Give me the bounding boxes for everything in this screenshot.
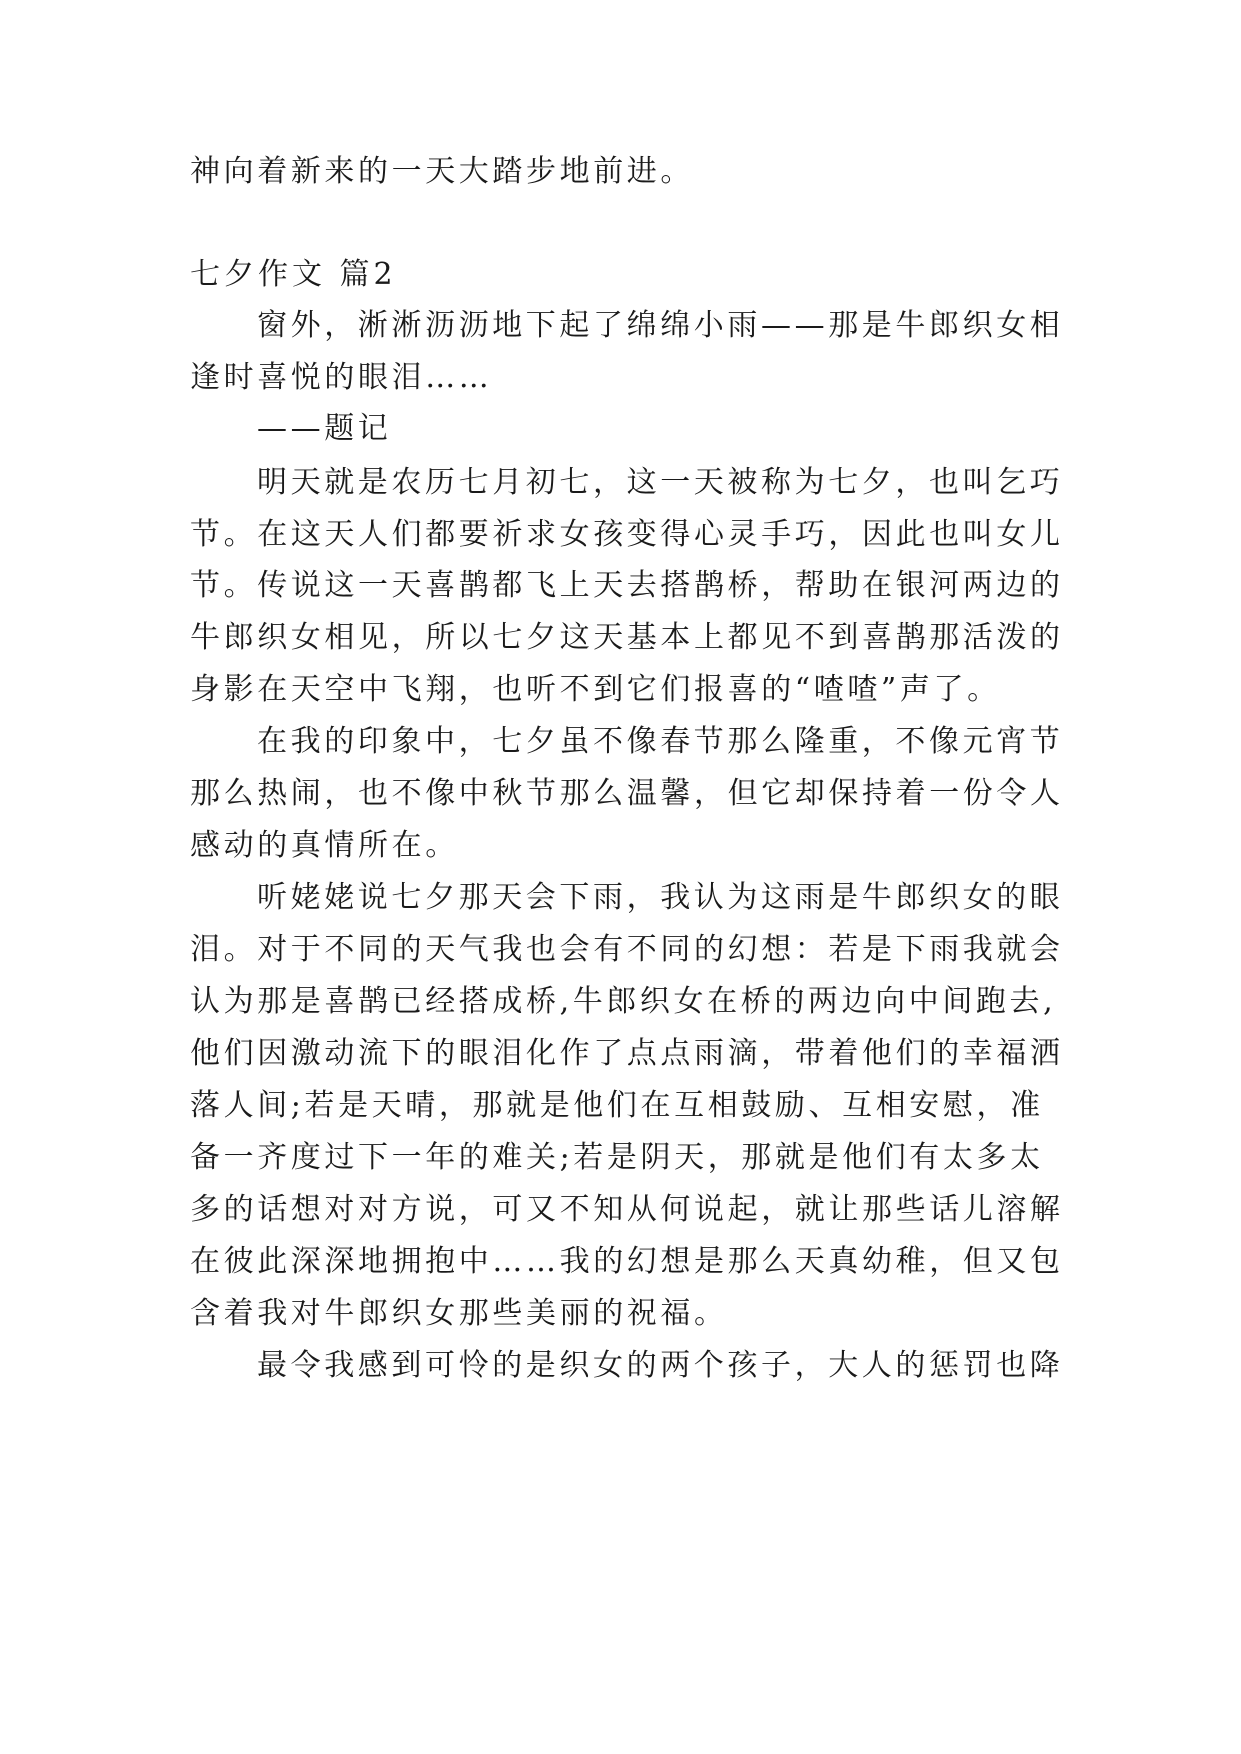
text-line: 神向着新来的一天大踏步地前进。 [190, 154, 694, 189]
text-line: 备一齐度过下一年的难关;若是阴天，那就是他们有太多太 [190, 1140, 1044, 1175]
text-line: 认为那是喜鹊已经搭成桥,牛郎织女在桥的两边向中间跑去, [190, 984, 1057, 1019]
text-line: 听姥姥说七夕那天会下雨，我认为这雨是牛郎织女的眼 [257, 880, 1064, 915]
text-line: 多的话想对对方说，可又不知从何说起，就让那些话儿溶解 [190, 1192, 1064, 1227]
text-line: 明天就是农历七月初七，这一天被称为七夕，也叫乞巧 [257, 465, 1064, 500]
text-line: 落人间;若是天晴，那就是他们在互相鼓励、互相安慰，准 [190, 1088, 1044, 1123]
text-line: 逢时喜悦的眼泪…… [190, 360, 493, 395]
text-line: 那么热闹，也不像中秋节那么温馨，但它却保持着一份令人 [190, 776, 1064, 811]
text-line: 泪。对于不同的天气我也会有不同的幻想：若是下雨我就会 [190, 932, 1064, 967]
section-heading: 七夕作文 篇2 [190, 257, 397, 292]
text-line: 含着我对牛郎织女那些美丽的祝福。 [190, 1296, 728, 1331]
text-line: 最令我感到可怜的是织女的两个孩子，大人的惩罚也降 [257, 1348, 1064, 1383]
text-line: 节。在这天人们都要祈求女孩变得心灵手巧，因此也叫女儿 [190, 517, 1064, 552]
text-line: 窗外，淅淅沥沥地下起了绵绵小雨——那是牛郎织女相 [257, 308, 1064, 343]
text-line: 身影在天空中飞翔，也听不到它们报喜的“喳喳”声了。 [190, 672, 1001, 707]
text-line: 感动的真情所在。 [190, 828, 459, 863]
text-line: 节。传说这一天喜鹊都飞上天去搭鹊桥，帮助在银河两边的 [190, 568, 1064, 603]
text-line: 在我的印象中，七夕虽不像春节那么隆重，不像元宵节 [257, 724, 1064, 759]
text-line: 牛郎织女相见，所以七夕这天基本上都见不到喜鹊那活泼的 [190, 620, 1064, 655]
epigraph-attribution: ——题记 [257, 411, 392, 446]
text-line: 在彼此深深地拥抱中……我的幻想是那么天真幼稚，但又包 [190, 1244, 1064, 1279]
text-line: 他们因激动流下的眼泪化作了点点雨滴，带着他们的幸福洒 [190, 1036, 1064, 1071]
